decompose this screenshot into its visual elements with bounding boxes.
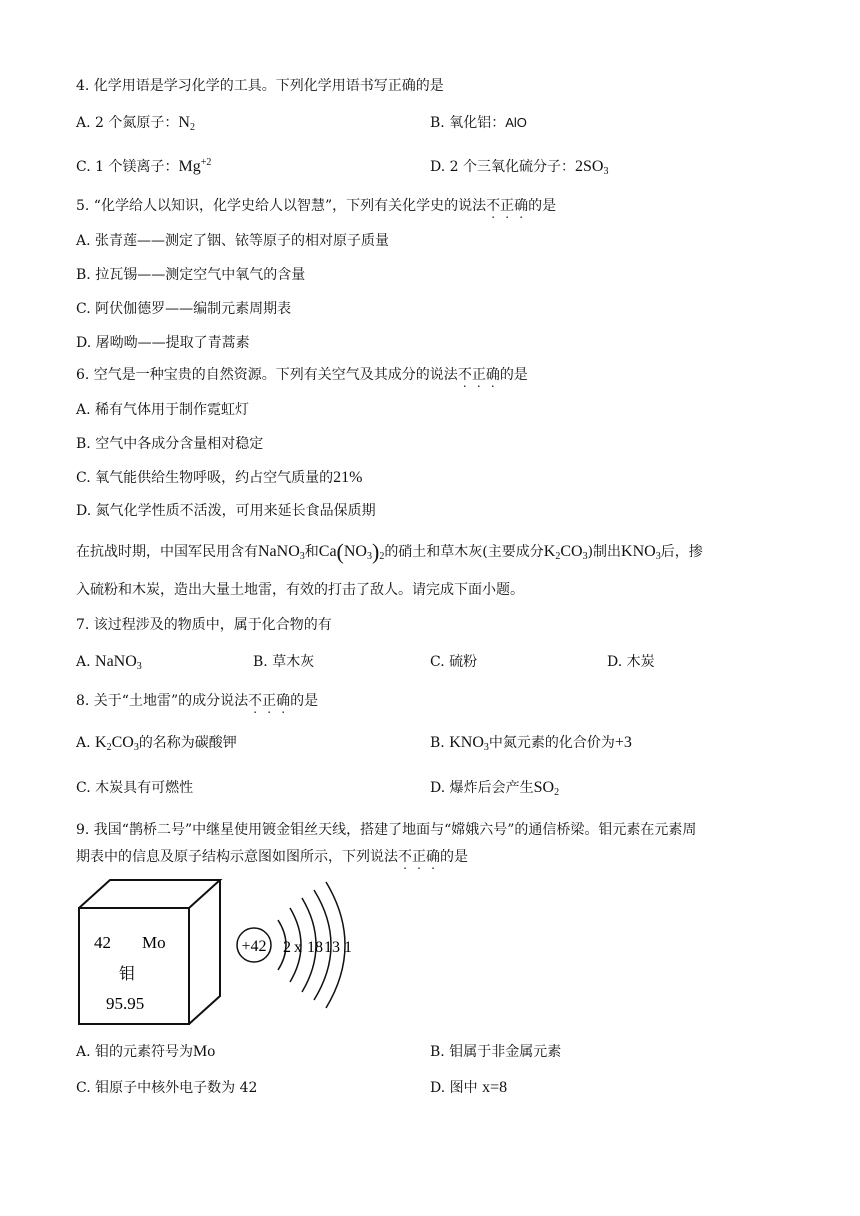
q7-a-formula: NaNO$_3$ bbox=[95, 653, 142, 672]
shell-electrons-3: 18 bbox=[307, 939, 323, 956]
atom-structure-figure bbox=[234, 880, 364, 1020]
q4-a-formula: $N_2$ bbox=[178, 114, 195, 133]
q9-d-formula: x=8 bbox=[482, 1079, 508, 1096]
q9-option-d[interactable]: D. 图中 x=8 bbox=[430, 1079, 508, 1096]
emphasis-dot: 不 bbox=[486, 198, 501, 214]
q4-d-formula: $2SO_3$ bbox=[574, 158, 609, 177]
nucleus-charge: +42 bbox=[241, 938, 267, 955]
q7-option-d[interactable]: D. 木炭 bbox=[607, 654, 655, 670]
element-cell-side bbox=[189, 880, 220, 1024]
q7-a-label: A. bbox=[76, 654, 91, 670]
emphasis-dot: 正 bbox=[471, 367, 486, 383]
q6-c-value: 21% bbox=[333, 469, 363, 486]
emphasis-dot: 确 bbox=[514, 198, 529, 214]
q7-option-b[interactable]: B. 草木灰 bbox=[253, 654, 315, 670]
element-name: 钼 bbox=[119, 964, 136, 983]
element-cell-top bbox=[79, 880, 220, 908]
q7-option-a[interactable] bbox=[76, 652, 142, 672]
element-mass: 95.95 bbox=[106, 994, 145, 1013]
q6-option-a[interactable]: A. 稀有气体用于制作霓虹灯 bbox=[76, 402, 250, 418]
q4-c-label: C. 1 个镁离子： bbox=[76, 159, 179, 175]
q6-option-d[interactable]: D. 氮气化学性质不活泼，可用来延长食品保质期 bbox=[76, 503, 376, 519]
q8-option-a[interactable]: A. $K_2CO_3$的名称为碳酸钾 bbox=[76, 734, 237, 753]
q4-option-c[interactable] bbox=[76, 157, 211, 177]
q4-option-d[interactable] bbox=[430, 157, 608, 177]
emphasis-dot: 正 bbox=[262, 693, 277, 709]
q4-option-b[interactable] bbox=[430, 113, 527, 133]
emphasis-dot: 不 bbox=[457, 367, 472, 383]
q4-stem: 4. 化学用语是学习化学的工具。下列化学用语书写正确的是 bbox=[76, 78, 444, 94]
shell-electrons-5: 1 bbox=[344, 939, 352, 956]
q4-option-a[interactable] bbox=[76, 113, 195, 133]
shell-electrons-1: 2 bbox=[283, 939, 291, 956]
q8-option-b[interactable]: B. $KNO_3$中氮元素的化合价为+3 bbox=[430, 734, 632, 753]
q4-d-label: D. 2 个三氧化硫分子： bbox=[430, 159, 575, 175]
q9-option-c[interactable]: C. 钼原子中核外电子数为 42 bbox=[76, 1080, 258, 1096]
element-symbol: Mo bbox=[142, 933, 166, 952]
q9-option-b[interactable]: B. 钼属于非金属元素 bbox=[430, 1044, 562, 1060]
q5-option-a[interactable]: A. 张青莲——测定了铟、铱等原子的相对原子质量 bbox=[76, 233, 390, 249]
emphasis-dot: 确 bbox=[276, 693, 291, 709]
q9-stem-line-1: 9. 我国“鹊桥二号”中继星使用镀金钼丝天线，搭建了地面与“嫦娥六号”的通信桥梁。钼元素在元素周 bbox=[76, 822, 697, 838]
q5-option-c[interactable]: C. 阿伏伽德罗——编制元素周期表 bbox=[76, 301, 292, 317]
q4-b-formula: AlO bbox=[505, 115, 527, 130]
element-cell-figure bbox=[76, 876, 226, 1030]
q8-b-formula: $KNO_3$ bbox=[449, 734, 489, 753]
q8-stem: 8. 关于“土地雷”的成分说法不正确的是 bbox=[76, 693, 319, 709]
q4-c-formula: $Mg^{+2}$ bbox=[178, 157, 212, 175]
q5-stem: 5. “化学给人以知识，化学史给人以智慧”，下列有关化学史的说法不正确的是 bbox=[76, 198, 557, 214]
emphasis-dot: 确 bbox=[426, 849, 440, 865]
passage-line-1: 在抗战时期，中国军民用含有NaNO$_3$和$Ca(NO_3)_2$的硝土和草木灰(主要成分$K_2CO_3$)制出$KNO_3$后，掺 bbox=[76, 539, 703, 564]
q6-stem: 6. 空气是一种宝贵的自然资源。下列有关空气及其成分的说法不正确的是 bbox=[76, 367, 528, 383]
passage-line-2: 入硫粉和木炭，造出大量土地雷，有效的打击了敌人。请完成下面小题。 bbox=[76, 582, 524, 598]
q5-option-d[interactable]: D. 屠呦呦——提取了青蒿素 bbox=[76, 335, 250, 351]
q8-d-formula: $SO_2$ bbox=[533, 779, 560, 798]
q6-option-c[interactable]: C. 氧气能供给生物呼吸，约占空气质量的21% bbox=[76, 469, 363, 486]
q8-b-value: +3 bbox=[614, 734, 632, 751]
q5-option-b[interactable]: B. 拉瓦锡——测定空气中氧气的含量 bbox=[76, 267, 306, 283]
q9-option-a[interactable]: A. 钼的元素符号为Mo bbox=[76, 1043, 216, 1060]
q9-stem-line-2: 期表中的信息及原子结构示意图如图所示，下列说法不正确的是 bbox=[76, 849, 468, 865]
shell-electrons-2: x bbox=[294, 939, 302, 956]
q8-option-c[interactable]: C. 木炭具有可燃性 bbox=[76, 780, 194, 796]
q6-option-b[interactable]: B. 空气中各成分含量相对稳定 bbox=[76, 436, 264, 452]
q7-option-c[interactable]: C. 硫粉 bbox=[430, 654, 478, 670]
shell-electrons-4: 13 bbox=[324, 939, 340, 956]
element-atomic-number: 42 bbox=[94, 933, 111, 952]
q4-b-label: B. 氧化铝： bbox=[430, 115, 506, 131]
emphasis-dot: 正 bbox=[500, 198, 515, 214]
q8-option-d[interactable]: D. 爆炸后会产生$SO_2$ bbox=[430, 779, 560, 798]
emphasis-dot: 不 bbox=[398, 849, 412, 865]
q9-a-formula: Mo bbox=[193, 1043, 216, 1060]
emphasis-dot: 确 bbox=[485, 367, 500, 383]
q7-stem: 7. 该过程涉及的物质中，属于化合物的有 bbox=[76, 617, 332, 633]
q4-a-label: A. 2 个氮原子： bbox=[76, 115, 179, 131]
emphasis-dot: 不 bbox=[248, 693, 263, 709]
q8-a-formula: $K_2CO_3$ bbox=[95, 734, 139, 753]
emphasis-dot: 正 bbox=[412, 849, 426, 865]
